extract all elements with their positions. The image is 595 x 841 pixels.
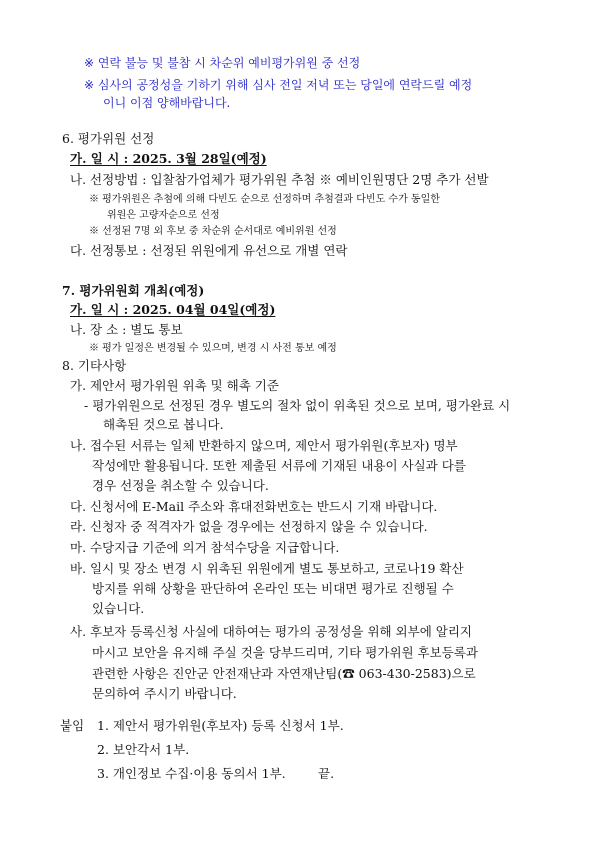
section-7-note: ※ 평가 일정은 변경될 수 있으며, 변경 시 사전 통보 예정 (89, 343, 337, 354)
attachment-item-1: 1. 제안서 평가위원(후보자) 등록 신청서 1부. (97, 718, 344, 733)
notice-contact-failure: ※ 연락 불능 및 불참 시 차순위 예비평가위원 중 선정 (84, 56, 361, 70)
section-8-ma: 마. 수당지급 기준에 의거 참석수당을 지급합니다. (70, 540, 340, 555)
notice-fairness-cont: 이니 이점 양해바랍니다. (103, 96, 231, 110)
section-8-sa: 사. 후보자 등록신청 사실에 대하여는 평가의 공정성을 위해 외부에 알리지 (70, 624, 472, 639)
section-7-place: 나. 장 소 : 별도 통보 (70, 322, 183, 337)
section-6-note1: ※ 평가위원은 추첨에 의해 다빈도 순으로 선정하며 추첨결과 다빈도 수가 동일한 (89, 194, 440, 205)
section-8-sa-cont1: 마시고 보안을 유지해 주실 것을 당부드리며, 기타 평가위원 후보등록과 (92, 645, 478, 660)
section-6-date: 가. 일 시 : 2025. 3월 28일(예정) (70, 151, 267, 166)
attachment-item-3: 3. 개인정보 수집·이용 동의서 1부. (97, 766, 286, 781)
section-6-note1-cont: 위원은 고량자순으로 선정 (107, 210, 220, 221)
section-8-ga-detail-cont: 해촉된 것으로 봅니다. (103, 417, 224, 432)
section-6-notify: 다. 선정통보 : 선정된 위원에게 유선으로 개별 연락 (70, 243, 348, 258)
section-8-ba: 바. 일시 및 장소 변경 시 위촉된 위원에게 별도 통보하고, 코로나19 확산 (70, 561, 464, 576)
section-8-ga-detail: - 평가위원으로 선정된 경우 별도의 절차 없이 위촉된 것으로 보며, 평가완료 시 (84, 398, 511, 413)
section-7-title: 7. 평가위원회 개최(예정) (62, 283, 205, 298)
section-8-ba-cont2: 있습니다. (92, 601, 145, 616)
section-8-ba-cont1: 방지를 위해 상황을 판단하여 온라인 또는 비대면 평가로 진행될 수 (92, 581, 454, 596)
section-8-ga: 가. 제안서 평가위원 위촉 및 해촉 기준 (70, 378, 279, 393)
section-8-na-cont1: 작성에만 활용됩니다. 또한 제출된 서류에 기재된 내용이 사실과 다를 (92, 458, 466, 473)
attachments-label: 붙임 (60, 718, 85, 733)
section-8-sa-cont3: 문의하여 주시기 바랍니다. (92, 686, 237, 701)
section-6-title: 6. 평가위원 선정 (62, 131, 155, 146)
section-8-na-cont2: 경우 선정을 취소할 수 있습니다. (92, 478, 269, 493)
attachment-item-2: 2. 보안각서 1부. (97, 742, 190, 757)
section-8-da: 다. 신청서에 E-Mail 주소와 휴대전화번호는 반드시 기재 바랍니다. (70, 499, 438, 514)
section-8-na: 나. 접수된 서류는 일체 반환하지 않으며, 제안서 평가위원(후보자) 명부 (70, 438, 458, 453)
section-8-ra: 라. 신청자 중 적격자가 없을 경우에는 선정하지 않을 수 있습니다. (70, 519, 428, 534)
notice-fairness: ※ 심사의 공정성을 기하기 위해 심사 전일 저녁 또는 당일에 연락드릴 예정 (84, 78, 473, 92)
section-6-method: 나. 선정방법 : 입찰참가업체가 평가위원 추첨 ※ 예비인원명단 2명 추가 선발 (70, 172, 489, 187)
end-mark: 끝. (318, 766, 335, 781)
section-8-title: 8. 기타사항 (62, 358, 127, 373)
section-6-note2: ※ 선정된 7명 외 후보 중 차순위 순서대로 예비위원 선정 (89, 226, 337, 237)
section-7-date: 가. 일 시 : 2025. 04월 04일(예정) (70, 302, 276, 317)
section-8-sa-cont2: 관련한 사항은 진안군 안전재난과 자연재난팀(☎ 063-430-2583)으로 (92, 666, 476, 681)
